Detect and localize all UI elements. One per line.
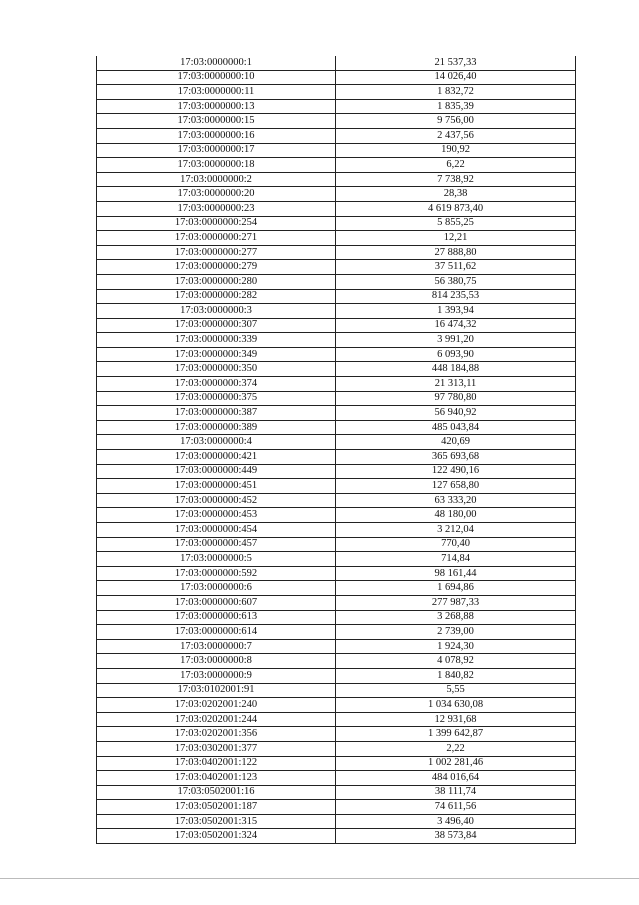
cadastral-number-cell: 17:03:0000000:449	[97, 464, 336, 479]
cadastral-number-cell: 17:03:0502001:315	[97, 814, 336, 829]
table-row	[97, 450, 576, 465]
table-row	[97, 187, 576, 202]
value-cell: 122 490,16	[336, 464, 576, 479]
value-cell: 1 835,39	[336, 99, 576, 114]
value-cell: 12,21	[336, 231, 576, 246]
value-cell: 420,69	[336, 435, 576, 450]
cadastral-number-cell: 17:03:0402001:123	[97, 771, 336, 786]
table-row	[97, 537, 576, 552]
cadastral-number-cell: 17:03:0000000:453	[97, 508, 336, 523]
table-row	[97, 143, 576, 158]
table-row	[97, 639, 576, 654]
value-cell: 1 924,30	[336, 639, 576, 654]
cadastral-number-cell: 17:03:0202001:244	[97, 712, 336, 727]
cadastral-number-cell: 17:03:0000000:2	[97, 172, 336, 187]
cadastral-number-cell: 17:03:0000000:6	[97, 581, 336, 596]
table-row	[97, 128, 576, 143]
cadastral-number-cell: 17:03:0202001:240	[97, 698, 336, 713]
table-row	[97, 785, 576, 800]
table-row	[97, 581, 576, 596]
table-row	[97, 99, 576, 114]
value-cell: 3 991,20	[336, 333, 576, 348]
table-row	[97, 566, 576, 581]
value-cell: 4 619 873,40	[336, 201, 576, 216]
value-cell: 14 026,40	[336, 70, 576, 85]
value-cell: 28,38	[336, 187, 576, 202]
value-cell: 485 043,84	[336, 420, 576, 435]
table-row	[97, 771, 576, 786]
value-cell: 2 739,00	[336, 625, 576, 640]
cadastral-number-cell: 17:03:0000000:9	[97, 668, 336, 683]
table-row	[97, 552, 576, 567]
value-cell: 365 693,68	[336, 450, 576, 465]
value-cell: 2,22	[336, 741, 576, 756]
value-cell: 3 496,40	[336, 814, 576, 829]
table-row	[97, 493, 576, 508]
cadastral-value-table	[96, 56, 576, 844]
cadastral-number-cell: 17:03:0000000:7	[97, 639, 336, 654]
cadastral-number-cell: 17:03:0000000:8	[97, 654, 336, 669]
cadastral-number-cell: 17:03:0000000:16	[97, 128, 336, 143]
table-row	[97, 610, 576, 625]
table-row	[97, 245, 576, 260]
value-cell: 4 078,92	[336, 654, 576, 669]
cadastral-number-cell: 17:03:0000000:614	[97, 625, 336, 640]
table-row	[97, 406, 576, 421]
cadastral-number-cell: 17:03:0000000:17	[97, 143, 336, 158]
value-cell: 3 268,88	[336, 610, 576, 625]
table-row	[97, 304, 576, 319]
cadastral-number-cell: 17:03:0000000:387	[97, 406, 336, 421]
cadastral-number-cell: 17:03:0000000:350	[97, 362, 336, 377]
value-cell: 37 511,62	[336, 260, 576, 275]
value-cell: 63 333,20	[336, 493, 576, 508]
table-row	[97, 377, 576, 392]
table-row	[97, 56, 576, 70]
cadastral-number-cell: 17:03:0000000:271	[97, 231, 336, 246]
table-row	[97, 741, 576, 756]
value-cell: 1 002 281,46	[336, 756, 576, 771]
table-row	[97, 829, 576, 844]
value-cell: 3 212,04	[336, 523, 576, 538]
table-row	[97, 70, 576, 85]
value-cell: 1 840,82	[336, 668, 576, 683]
cadastral-number-cell: 17:03:0000000:11	[97, 85, 336, 100]
value-cell: 1 393,94	[336, 304, 576, 319]
value-cell: 814 235,53	[336, 289, 576, 304]
cadastral-number-cell: 17:03:0000000:15	[97, 114, 336, 129]
value-cell: 9 756,00	[336, 114, 576, 129]
table-row	[97, 158, 576, 173]
table-row	[97, 698, 576, 713]
value-cell: 190,92	[336, 143, 576, 158]
cadastral-number-cell: 17:03:0000000:277	[97, 245, 336, 260]
table-row	[97, 683, 576, 698]
value-cell: 770,40	[336, 537, 576, 552]
value-cell: 1 832,72	[336, 85, 576, 100]
cadastral-number-cell: 17:03:0000000:282	[97, 289, 336, 304]
table-row	[97, 508, 576, 523]
value-cell: 98 161,44	[336, 566, 576, 581]
table-row	[97, 479, 576, 494]
value-cell: 97 780,80	[336, 391, 576, 406]
value-cell: 277 987,33	[336, 595, 576, 610]
value-cell: 48 180,00	[336, 508, 576, 523]
cadastral-number-cell: 17:03:0502001:324	[97, 829, 336, 844]
cadastral-number-cell: 17:03:0000000:10	[97, 70, 336, 85]
table-row	[97, 114, 576, 129]
cadastral-number-cell: 17:03:0000000:389	[97, 420, 336, 435]
table-row	[97, 347, 576, 362]
value-cell: 1 694,86	[336, 581, 576, 596]
cadastral-number-cell: 17:03:0000000:5	[97, 552, 336, 567]
cadastral-number-cell: 17:03:0000000:375	[97, 391, 336, 406]
table-body	[97, 56, 576, 844]
cadastral-number-cell: 17:03:0102001:91	[97, 683, 336, 698]
table-row	[97, 625, 576, 640]
cadastral-number-cell: 17:03:0000000:254	[97, 216, 336, 231]
value-cell: 484 016,64	[336, 771, 576, 786]
table-row	[97, 274, 576, 289]
cadastral-number-cell: 17:03:0000000:1	[97, 56, 336, 70]
cadastral-number-cell: 17:03:0000000:13	[97, 99, 336, 114]
table-row	[97, 289, 576, 304]
table-row	[97, 464, 576, 479]
table-row	[97, 420, 576, 435]
table-row	[97, 800, 576, 815]
table-row	[97, 756, 576, 771]
cadastral-number-cell: 17:03:0000000:457	[97, 537, 336, 552]
cadastral-number-cell: 17:03:0000000:454	[97, 523, 336, 538]
value-cell: 38 573,84	[336, 829, 576, 844]
table-row	[97, 172, 576, 187]
cadastral-number-cell: 17:03:0000000:280	[97, 274, 336, 289]
table-row	[97, 595, 576, 610]
value-cell: 127 658,80	[336, 479, 576, 494]
cadastral-number-cell: 17:03:0502001:187	[97, 800, 336, 815]
value-cell: 6,22	[336, 158, 576, 173]
value-cell: 27 888,80	[336, 245, 576, 260]
value-cell: 56 380,75	[336, 274, 576, 289]
value-cell: 1 034 630,08	[336, 698, 576, 713]
cadastral-number-cell: 17:03:0000000:307	[97, 318, 336, 333]
page-bottom-divider	[0, 878, 639, 879]
cadastral-number-cell: 17:03:0000000:279	[97, 260, 336, 275]
cadastral-number-cell: 17:03:0000000:20	[97, 187, 336, 202]
cadastral-number-cell: 17:03:0402001:122	[97, 756, 336, 771]
value-cell: 12 931,68	[336, 712, 576, 727]
cadastral-number-cell: 17:03:0502001:16	[97, 785, 336, 800]
cadastral-number-cell: 17:03:0302001:377	[97, 741, 336, 756]
table-row	[97, 712, 576, 727]
cadastral-number-cell: 17:03:0000000:592	[97, 566, 336, 581]
value-cell: 16 474,32	[336, 318, 576, 333]
table-row	[97, 260, 576, 275]
value-cell: 21 313,11	[336, 377, 576, 392]
table-row	[97, 814, 576, 829]
cadastral-number-cell: 17:03:0000000:607	[97, 595, 336, 610]
table-row	[97, 523, 576, 538]
value-cell: 74 611,56	[336, 800, 576, 815]
cadastral-number-cell: 17:03:0000000:613	[97, 610, 336, 625]
cadastral-number-cell: 17:03:0202001:356	[97, 727, 336, 742]
value-cell: 1 399 642,87	[336, 727, 576, 742]
table-row	[97, 668, 576, 683]
value-cell: 7 738,92	[336, 172, 576, 187]
value-cell: 6 093,90	[336, 347, 576, 362]
table-row	[97, 85, 576, 100]
value-cell: 2 437,56	[336, 128, 576, 143]
value-cell: 38 111,74	[336, 785, 576, 800]
cadastral-number-cell: 17:03:0000000:18	[97, 158, 336, 173]
cadastral-number-cell: 17:03:0000000:349	[97, 347, 336, 362]
table-row	[97, 201, 576, 216]
value-cell: 21 537,33	[336, 56, 576, 70]
value-cell: 714,84	[336, 552, 576, 567]
cadastral-number-cell: 17:03:0000000:23	[97, 201, 336, 216]
table-row	[97, 216, 576, 231]
table-row	[97, 318, 576, 333]
table-row	[97, 435, 576, 450]
cadastral-number-cell: 17:03:0000000:452	[97, 493, 336, 508]
cadastral-number-cell: 17:03:0000000:3	[97, 304, 336, 319]
table-row	[97, 362, 576, 377]
cadastral-number-cell: 17:03:0000000:339	[97, 333, 336, 348]
table-row	[97, 333, 576, 348]
cadastral-number-cell: 17:03:0000000:451	[97, 479, 336, 494]
cadastral-number-cell: 17:03:0000000:374	[97, 377, 336, 392]
value-cell: 5 855,25	[336, 216, 576, 231]
value-cell: 56 940,92	[336, 406, 576, 421]
table-row	[97, 391, 576, 406]
table-row	[97, 727, 576, 742]
value-cell: 448 184,88	[336, 362, 576, 377]
table-row	[97, 231, 576, 246]
table-row	[97, 654, 576, 669]
cadastral-number-cell: 17:03:0000000:421	[97, 450, 336, 465]
cadastral-number-cell: 17:03:0000000:4	[97, 435, 336, 450]
value-cell: 5,55	[336, 683, 576, 698]
